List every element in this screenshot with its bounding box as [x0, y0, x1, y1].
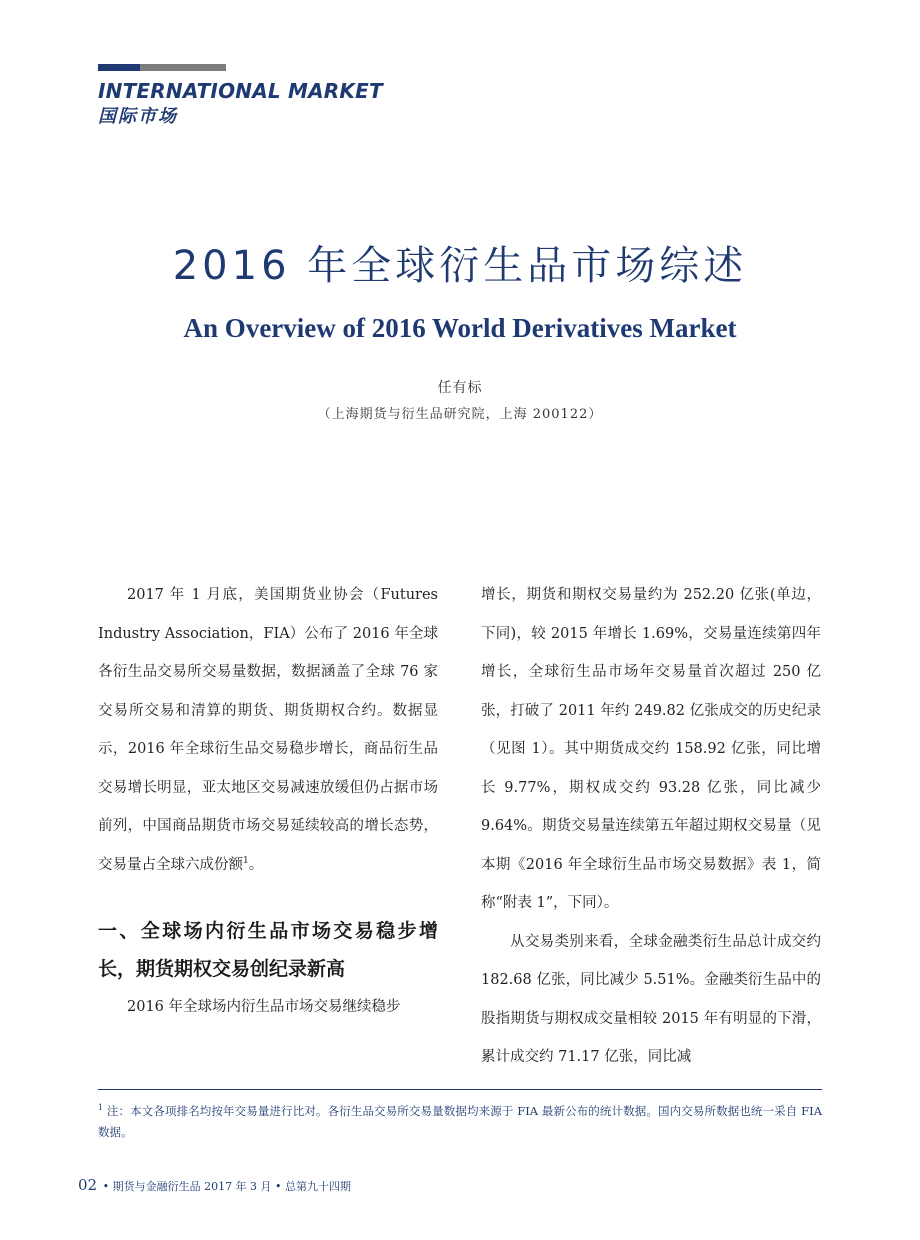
journal-info: • 期货与金融衍生品 2017 年 3 月 • 总第九十四期 — [102, 1180, 352, 1193]
section-title-en: INTERNATIONAL MARKET — [98, 79, 383, 103]
footnote-marker: 1 — [98, 1103, 104, 1113]
section1-paragraph-2: 从交易类别来看，全球金融类衍生品总计成交约 182.68 亿张，同比减少 5.51%。金融类衍生品中的股指期货与期权成交量相较 2015 年有明显的下滑，累计成交约 71.17 亿张，同比减 — [481, 933, 821, 1065]
body-column-left — [98, 576, 438, 1027]
footnote — [98, 1101, 822, 1143]
author-affiliation: （上海期货与衍生品研究院，上海 200122） — [317, 407, 603, 422]
section1-paragraph-start: 2016 年全球场内衍生品市场交易继续稳步 — [127, 999, 401, 1015]
page-number: 02 — [78, 1176, 98, 1194]
article-title-zh: 2016 年全球衍生品市场综述 — [172, 243, 748, 289]
intro-end-punct: 。 — [248, 856, 264, 873]
intro-paragraph — [98, 576, 438, 884]
intro-text: 2017 年 1 月底，美国期货业协会（Futures Industry Association，FIA）公布了 2016 年全球各衍生品交易所交易量数据，数据涵盖了全球 76 家交易所交易和清算的期货、期货期权合约。数据显示，2016 年全球衍生品交易稳步增长，商品衍生品交易增长明显，亚太地区交易减速放缓但仍占据市场前列，中国商品期货市场交易延续较高的增长态势，交易量占全球六成份额 — [98, 587, 438, 873]
footnote-ref[interactable]: 1 — [243, 855, 249, 866]
footnote-divider — [98, 1089, 822, 1090]
page-footer — [78, 1176, 351, 1194]
section1-paragraph-cont: 增长，期货和期权交易量约为 252.20 亿张(单边，下同)，较 2015 年增长 1.69%，交易量连续第四年增长，全球衍生品市场年交易量首次超过 250 亿张，打破了 2011 年约 249.82 亿张成交的历史纪录（见图 1）。其中期货成交约 158.92 亿张，同比增长 9.77%，期权成交约 93.28 亿张，同比减少 9.64%。期货交易量连续第五年超过期权交易量（见本期《2016 年全球衍生品市场交易数据》表 1，简称“附表 1”，下同）。 — [481, 587, 821, 911]
header-bar-grey-segment — [140, 64, 226, 71]
header-color-bar — [98, 64, 226, 71]
section-title-zh: 国际市场 — [98, 106, 178, 127]
footnote-text: 注：本文各项排名均按年交易量进行比对。各衍生品交易所交易量数据均来源于 FIA 最新公布的统计数据。国内交易所数据也统一采自 FIA 数据。 — [98, 1104, 822, 1139]
author-name: 任有标 — [437, 380, 483, 396]
header-bar-dark-segment — [98, 64, 140, 71]
section-heading-1: 一、全球场内衍生品市场交易稳步增长，期货期权交易创纪录新高 — [98, 920, 438, 980]
article-title-en: An Overview of 2016 World Derivatives Market — [183, 313, 737, 343]
body-column-right — [481, 576, 821, 1077]
